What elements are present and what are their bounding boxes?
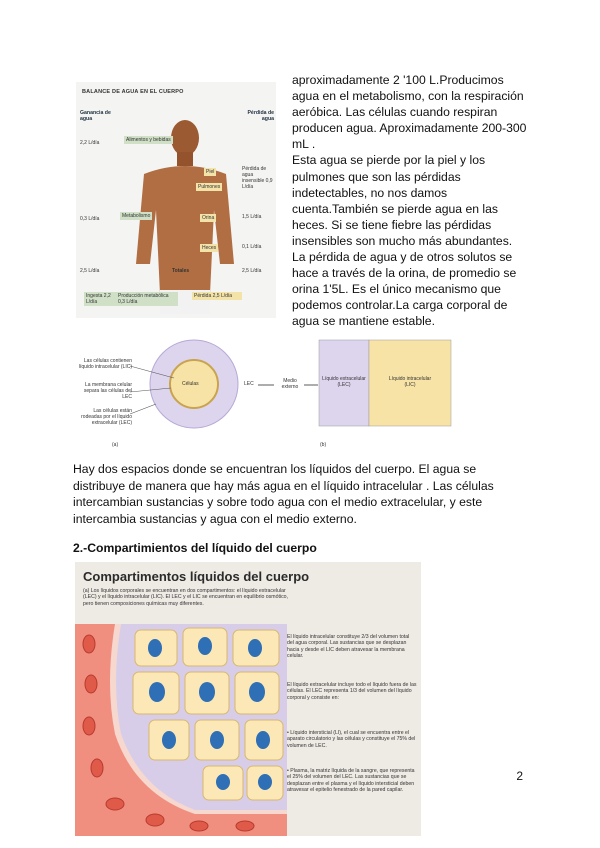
note-membrane: La membrana celular separa las células del LEC (83, 382, 132, 400)
cells-label: Células (182, 381, 199, 387)
text-line: podemos controlar.La carga corporal de (292, 298, 508, 313)
loss-total: 2,5 L/día (242, 268, 262, 274)
water-balance-figure (76, 82, 276, 318)
note-lic: Las células contienen líquido intracelular (LIC) (78, 358, 132, 370)
interstitial-note: • Líquido intersticial (LI), el cual se encuentra entre el aparato circulatorio y las células y constituye el 75% del volumen de LEC. (287, 730, 416, 749)
text-line: hace a través de la orina, de promedio se (292, 266, 517, 281)
metabolism-tag: Metabolismo (122, 213, 151, 219)
panel-a-label: (a) (112, 442, 119, 448)
insensible-note: Pérdida de agua insensible 0,9 L/día (242, 166, 273, 190)
lungs-tag: Pulmones (198, 184, 221, 190)
note-lec: Las células están rodeadas por el líquido extracelular (LEC) (81, 408, 132, 426)
gain-total: 2,5 L/día (80, 268, 100, 274)
panel-b-label: (b) (320, 442, 327, 448)
text-line: aeróbica. Las células cuando respiran (292, 105, 498, 120)
gain-header: Ganancia de agua (80, 110, 111, 122)
lec-label: LEC (244, 381, 254, 387)
text-line: indetectables, no nos damos (292, 185, 448, 200)
text-line: heces. Si se tiene fiebre las pérdidas (292, 217, 492, 232)
bottom-loss: Pérdida 2,5 L/día (192, 292, 242, 300)
bottom-intake: Ingesta 2,2 L/día (84, 292, 116, 306)
lec-box-label: Líquido extracelular (LEC) (322, 376, 366, 388)
figure-title: BALANCE DE AGUA EN EL CUERPO (82, 89, 184, 95)
paragraph-body-spaces (73, 461, 533, 527)
skin-tag: Piel (206, 169, 215, 175)
text-line: La pérdida de agua y de otros solutos se (292, 250, 513, 265)
food-tag: Alimentos y bebidas (126, 137, 171, 143)
loss-value-urine: 1,5 L/día (242, 214, 262, 220)
urine-tag: Orina (202, 215, 215, 221)
compartments-intro: (a) Los líquidos corporales se encuentran en dos compartimentos: el líquido extracelular (LEC) y el líquido intracelular (LIC). El LEC y el LIC se encuentran en equilibrio osmótico, pero tienen composiciones químicas muy diferentes. (83, 588, 288, 607)
text-line: aproximadamente 2 '100 L.Producimos (292, 73, 504, 87)
lic-box-label: Líquido intracelular (LIC) (388, 376, 432, 388)
text-line: producen agua. Aproximadamente 200-300 (292, 121, 527, 136)
page-number: 2 (516, 769, 523, 783)
compartments-figure (75, 562, 421, 836)
external-medium-label: Medio externo (281, 378, 299, 390)
text-line: orina 1'5L. Es el único mecanismo que (292, 282, 501, 297)
loss-value-feces: 0,1 L/día (242, 244, 262, 250)
plasma-note: • Plasma, la matriz líquida de la sangre, que representa el 25% del volumen del LEC. Las sustancias que se desplazan entre el plasma y el líquido intersticial deben atravesar el epitelio fenestrado de la pared capilar. (287, 768, 415, 794)
lec-note: El líquido extracelular incluye todo el líquido fuera de las células. El LEC representa 1/3 del volumen del líquido corporal y consiste en: (287, 682, 417, 701)
compartments-title: Compartimentos líquidos del cuerpo (83, 569, 310, 584)
text-line: pulmones que son las pérdidas (292, 169, 461, 184)
totals-label: Totales (172, 268, 190, 274)
text-line: Hay dos espacios donde se encuentran los líquidos del cuerpo. El agua se (73, 462, 477, 476)
feces-tag: Heces (202, 245, 217, 251)
text-line: distribuye de manera que hay más agua en el líquido intracelular . Las células (73, 478, 494, 493)
text-line: Esta agua se pierde por la piel y los (292, 153, 486, 168)
text-line: mL . (292, 137, 316, 152)
loss-header: Pérdida de agua (247, 110, 274, 122)
tissue-illustration (75, 624, 287, 836)
cell-compartment-diagram (78, 338, 468, 452)
lic-note: El líquido intracelular constituye 2/3 del volumen total del agua corporal. Las sustancias que se desplazan hacia y desde el LIC deben atravesar la membrana celular. (287, 634, 410, 660)
text-line: agua en el metabolismo, con la respiración (292, 89, 524, 104)
text-line: intercambian sustancias y sobre todo agua con el medio extracelular, y este (73, 495, 483, 510)
gain-value-food: 2,2 L/día (80, 140, 100, 146)
text-line: agua se mantiene estable. (292, 314, 435, 329)
section-heading: 2.-Compartimientos del líquido del cuerpo (73, 541, 317, 555)
text-line: insensibles son mucho más abundantes. (292, 233, 513, 248)
bottom-metabolic: Producción metabólica 0,3 L/día (116, 292, 178, 306)
text-line: cuenta.También se pierde agua en las (292, 201, 498, 216)
gain-value-metabolism: 0,3 L/día (80, 216, 100, 222)
paragraph-water-production (292, 72, 532, 330)
text-line: intercambia sustancias y agua con el medio externo. (73, 511, 357, 526)
